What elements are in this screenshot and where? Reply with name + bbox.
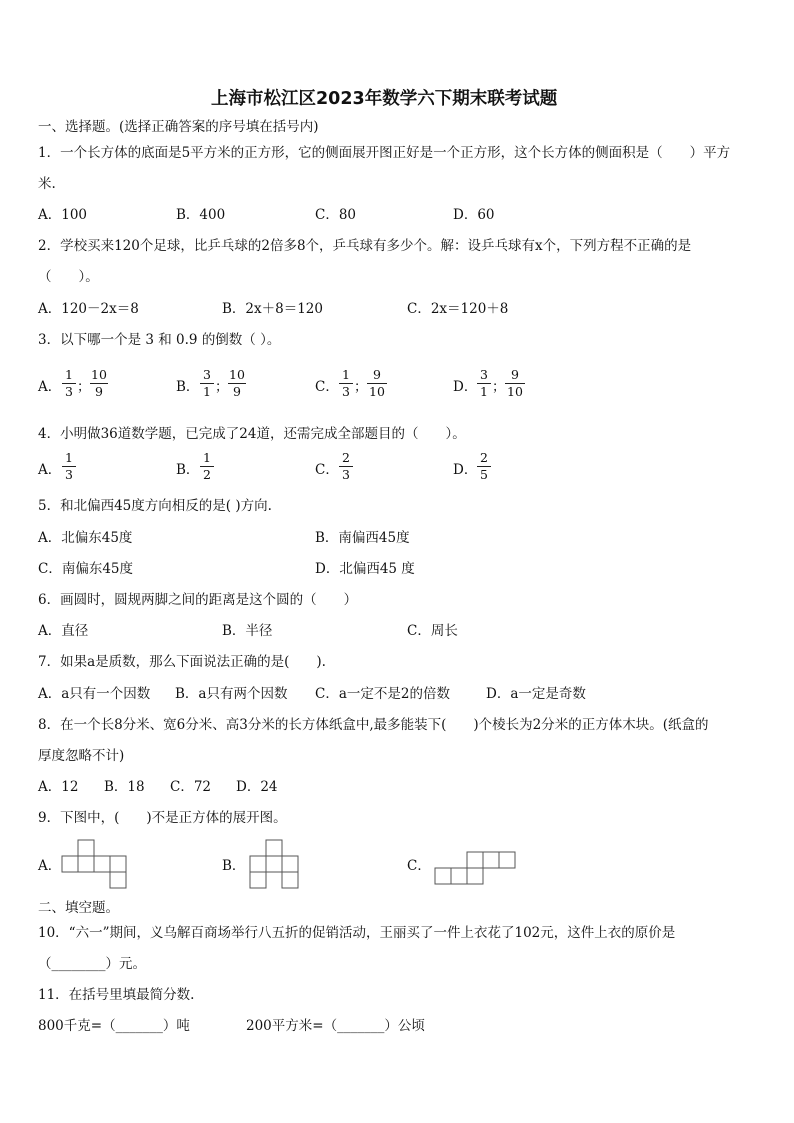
question-3-label-c: C． bbox=[315, 379, 339, 395]
question-4-option-c-fraction: 2 3 bbox=[339, 451, 353, 482]
question-3-option-b-fraction-1: 3 1 bbox=[200, 368, 214, 399]
page-title: 上海市松江区2023年数学六下期末联考试题 bbox=[211, 89, 558, 109]
question-11-text: 11．在括号里填最简分数. bbox=[38, 987, 195, 1003]
question-3-option-b-separator: ； bbox=[215, 379, 229, 395]
question-11-part-b: 200平方米=（_______）公顷 bbox=[246, 1018, 425, 1034]
question-2-option-c: C．2x＝120＋8 bbox=[407, 301, 509, 317]
question-2-text-cont: （ ）。 bbox=[38, 269, 99, 285]
question-9-label-b: B． bbox=[222, 858, 246, 874]
question-8-option-b: B．18 bbox=[104, 779, 145, 795]
question-6-option-b: B．半径 bbox=[222, 623, 273, 639]
question-3-option-c-fraction-2: 9 10 bbox=[367, 368, 387, 399]
question-4-label-a: A． bbox=[38, 462, 62, 478]
question-5-option-d: D．北偏西45 度 bbox=[315, 561, 415, 577]
question-9-net-b bbox=[250, 840, 302, 890]
question-1-option-a: A．100 bbox=[38, 207, 88, 223]
question-3-option-b-fraction-2: 10 9 bbox=[229, 367, 245, 399]
question-7-option-c: C．a一定不是2的倍数 bbox=[315, 686, 450, 702]
section-fill-heading: 二、填空题。 bbox=[38, 900, 119, 916]
section-choice-heading: 一、选择题。(选择正确答案的序号填在括号内) bbox=[38, 119, 319, 135]
question-7-option-a: A．a只有一个因数 bbox=[38, 686, 151, 702]
question-10-text-cont: （________）元。 bbox=[38, 956, 146, 972]
question-4-option-d-fraction: 2 5 bbox=[477, 451, 491, 482]
question-3-option-d-fraction-1: 3 1 bbox=[477, 368, 491, 399]
question-5-option-c: C．南偏东45度 bbox=[38, 561, 134, 577]
question-6-text: 6．画圆时，圆规两脚之间的距离是这个圆的（ ） bbox=[38, 592, 358, 608]
question-4-option-b-fraction: 1 2 bbox=[200, 451, 214, 482]
question-7-text: 7．如果a是质数，那么下面说法正确的是( ). bbox=[38, 654, 326, 670]
question-11-part-a: 800千克=（_______）吨 bbox=[38, 1018, 190, 1034]
question-3-option-d-separator: ； bbox=[492, 379, 506, 395]
question-8-text: 8．在一个长8分米、宽6分米、高3分米的长方体纸盒中,最多能装下( )个棱长为2分米的正方体木块。(纸盒的 bbox=[38, 717, 709, 733]
question-3-option-c-fraction-1: 1 3 bbox=[339, 368, 353, 399]
question-1-option-d: D．60 bbox=[453, 207, 495, 223]
question-8-option-c: C．72 bbox=[170, 779, 212, 795]
question-4-label-d: D． bbox=[453, 462, 478, 478]
question-5-text: 5．和北偏西45度方向相反的是( )方向. bbox=[38, 498, 272, 514]
question-3-option-d-fraction-2: 9 10 bbox=[505, 368, 525, 399]
question-4-text: 4．小明做36道数学题，已完成了24道，还需完成全部题目的（ ）。 bbox=[38, 426, 466, 442]
question-8-option-a: A．12 bbox=[38, 779, 79, 795]
question-9-text: 9．下图中，( )不是正方体的展开图。 bbox=[38, 810, 287, 826]
question-1-text-cont: 米. bbox=[38, 176, 56, 192]
question-5-option-b: B．南偏西45度 bbox=[315, 530, 410, 546]
question-3-label-b: B． bbox=[176, 379, 200, 395]
question-4-label-b: B． bbox=[176, 462, 200, 478]
question-7-option-b: B．a只有两个因数 bbox=[175, 686, 288, 702]
question-7-option-d: D．a一定是奇数 bbox=[486, 686, 586, 702]
question-1-option-b: B．400 bbox=[176, 207, 226, 223]
question-2-text: 2．学校买来120个足球，比乒乓球的2倍多8个，乒乓球有多少个。解：设乒乓球有x个，下列方程不正确的是 bbox=[38, 238, 692, 254]
question-3-option-a-fraction-2: 10 9 bbox=[91, 367, 107, 399]
question-2-option-a: A．120－2x＝8 bbox=[38, 301, 139, 317]
question-4-label-c: C． bbox=[315, 462, 339, 478]
question-9-label-a: A． bbox=[38, 858, 62, 874]
question-3-option-c-separator: ； bbox=[354, 379, 368, 395]
question-9-label-c: C． bbox=[407, 858, 431, 874]
question-2-option-b: B．2x＋8＝120 bbox=[222, 301, 323, 317]
question-3-label-a: A． bbox=[38, 379, 62, 395]
question-3-option-a-fraction-1: 1 3 bbox=[62, 368, 76, 399]
question-6-option-c: C．周长 bbox=[407, 623, 458, 639]
question-1-text: 1．一个长方体的底面是5平方米的正方形，它的侧面展开图正好是一个正方形，这个长方体的侧面积是（ ）平方 bbox=[38, 145, 731, 161]
question-10-text: 10．“六一”期间，义乌解百商场举行八五折的促销活动，王丽买了一件上衣花了102元，这件上衣的原价是 bbox=[38, 925, 676, 941]
question-1-option-c: C．80 bbox=[315, 207, 357, 223]
question-6-option-a: A．直径 bbox=[38, 623, 89, 639]
question-4-option-a-fraction: 1 3 bbox=[62, 451, 76, 482]
question-5-option-a: A．北偏东45度 bbox=[38, 530, 133, 546]
question-8-option-d: D．24 bbox=[236, 779, 278, 795]
question-3-option-a-separator: ； bbox=[77, 379, 91, 395]
question-8-text-cont: 厚度忽略不计) bbox=[38, 748, 125, 764]
question-3-label-d: D． bbox=[453, 379, 478, 395]
question-3-text: 3．以下哪一个是 3 和 0.9 的倒数（ ）。 bbox=[38, 332, 281, 348]
question-9-net-c bbox=[435, 852, 519, 886]
question-9-net-a bbox=[62, 840, 128, 890]
